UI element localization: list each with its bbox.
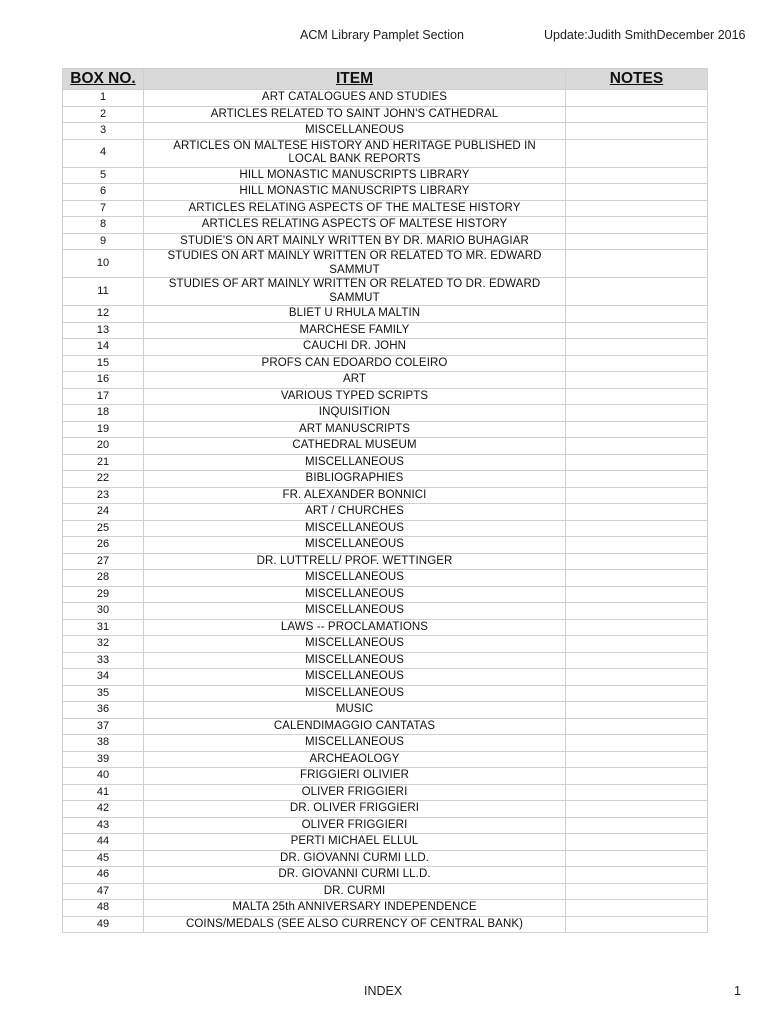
item-cell: MARCHESE FAMILY (144, 322, 566, 339)
item-cell: DR. CURMI (144, 883, 566, 900)
box-number-cell: 46 (63, 867, 144, 884)
table-row (63, 636, 708, 653)
table-row (63, 200, 708, 217)
item-cell: PERTI MICHAEL ELLUL (144, 834, 566, 851)
box-number-cell: 33 (63, 652, 144, 669)
notes-cell (566, 751, 708, 768)
box-number-cell: 26 (63, 537, 144, 554)
notes-cell (566, 669, 708, 686)
table-row (63, 751, 708, 768)
item-cell: MISCELLANEOUS (144, 685, 566, 702)
column-header-notes: NOTES (566, 69, 708, 90)
table-row (63, 702, 708, 719)
column-header-box-no: BOX NO. (63, 69, 144, 90)
item-cell: BLIET U RHULA MALTIN (144, 306, 566, 323)
notes-cell (566, 718, 708, 735)
item-cell: ARTICLES RELATED TO SAINT JOHN'S CATHEDRAL (144, 106, 566, 123)
table-row (63, 421, 708, 438)
item-cell: ART CATALOGUES AND STUDIES (144, 90, 566, 107)
table-row (63, 603, 708, 620)
box-number-cell: 12 (63, 306, 144, 323)
notes-cell (566, 167, 708, 184)
box-number-cell: 8 (63, 217, 144, 234)
notes-cell (566, 537, 708, 554)
notes-cell (566, 916, 708, 933)
table-row (63, 250, 708, 278)
table-row (63, 619, 708, 636)
item-cell: HILL MONASTIC MANUSCRIPTS LIBRARY (144, 167, 566, 184)
item-cell: STUDIES ON ART MAINLY WRITTEN OR RELATED TO MR. EDWARD SAMMUT (144, 250, 566, 278)
notes-cell (566, 553, 708, 570)
table-row (63, 339, 708, 356)
item-cell: HILL MONASTIC MANUSCRIPTS LIBRARY (144, 184, 566, 201)
box-number-cell: 44 (63, 834, 144, 851)
table-row (63, 90, 708, 107)
item-cell: MISCELLANEOUS (144, 735, 566, 752)
box-number-cell: 19 (63, 421, 144, 438)
notes-cell (566, 123, 708, 140)
table-row (63, 123, 708, 140)
table-row (63, 106, 708, 123)
notes-cell (566, 487, 708, 504)
item-cell: CATHEDRAL MUSEUM (144, 438, 566, 455)
notes-cell (566, 454, 708, 471)
item-cell: OLIVER FRIGGIERI (144, 784, 566, 801)
item-cell: BIBLIOGRAPHIES (144, 471, 566, 488)
box-number-cell: 18 (63, 405, 144, 422)
notes-cell (566, 200, 708, 217)
table-row (63, 817, 708, 834)
notes-cell (566, 139, 708, 167)
table-row (63, 537, 708, 554)
box-number-cell: 39 (63, 751, 144, 768)
table-row (63, 217, 708, 234)
table-row (63, 184, 708, 201)
table-row (63, 438, 708, 455)
box-number-cell: 37 (63, 718, 144, 735)
item-cell: FR. ALEXANDER BONNICI (144, 487, 566, 504)
table-row (63, 834, 708, 851)
box-number-cell: 21 (63, 454, 144, 471)
table-row (63, 372, 708, 389)
notes-cell (566, 90, 708, 107)
box-number-cell: 13 (63, 322, 144, 339)
box-number-cell: 49 (63, 916, 144, 933)
table-row (63, 652, 708, 669)
table-row (63, 278, 708, 306)
notes-cell (566, 603, 708, 620)
item-cell: MISCELLANEOUS (144, 603, 566, 620)
box-number-cell: 23 (63, 487, 144, 504)
table-row (63, 735, 708, 752)
notes-cell (566, 801, 708, 818)
item-cell: VARIOUS TYPED SCRIPTS (144, 388, 566, 405)
table-row (63, 883, 708, 900)
notes-cell (566, 834, 708, 851)
notes-cell (566, 850, 708, 867)
table-header-row (63, 69, 708, 90)
notes-cell (566, 784, 708, 801)
notes-cell (566, 685, 708, 702)
box-number-cell: 41 (63, 784, 144, 801)
notes-cell (566, 217, 708, 234)
notes-cell (566, 504, 708, 521)
box-number-cell: 35 (63, 685, 144, 702)
item-cell: ART MANUSCRIPTS (144, 421, 566, 438)
item-cell: CALENDIMAGGIO CANTATAS (144, 718, 566, 735)
box-number-cell: 16 (63, 372, 144, 389)
item-cell: ARTICLES ON MALTESE HISTORY AND HERITAGE PUBLISHED IN LOCAL BANK REPORTS (144, 139, 566, 167)
table-row (63, 167, 708, 184)
item-cell: MISCELLANEOUS (144, 669, 566, 686)
table-row (63, 900, 708, 917)
notes-cell (566, 106, 708, 123)
item-cell: DR. LUTTRELL/ PROF. WETTINGER (144, 553, 566, 570)
item-cell: PROFS CAN EDOARDO COLEIRO (144, 355, 566, 372)
box-number-cell: 11 (63, 278, 144, 306)
table-row (63, 405, 708, 422)
box-number-cell: 20 (63, 438, 144, 455)
item-cell: FRIGGIERI OLIVIER (144, 768, 566, 785)
table-body (63, 90, 708, 933)
box-number-cell: 40 (63, 768, 144, 785)
notes-cell (566, 735, 708, 752)
item-cell: OLIVER FRIGGIERI (144, 817, 566, 834)
box-number-cell: 48 (63, 900, 144, 917)
page-number: 1 (734, 984, 741, 998)
box-number-cell: 1 (63, 90, 144, 107)
table-row (63, 916, 708, 933)
header-update-note: Update:Judith SmithDecember 2016 (544, 28, 746, 42)
table-row (63, 718, 708, 735)
notes-cell (566, 405, 708, 422)
item-cell: MISCELLANEOUS (144, 570, 566, 587)
table-row (63, 306, 708, 323)
notes-cell (566, 250, 708, 278)
item-cell: MISCELLANEOUS (144, 586, 566, 603)
footer-index-label: INDEX (364, 984, 403, 998)
table-row (63, 685, 708, 702)
item-cell: MUSIC (144, 702, 566, 719)
notes-cell (566, 586, 708, 603)
item-cell: MISCELLANEOUS (144, 537, 566, 554)
table-row (63, 553, 708, 570)
item-cell: DR. OLIVER FRIGGIERI (144, 801, 566, 818)
table-row (63, 520, 708, 537)
notes-cell (566, 702, 708, 719)
table-row (63, 784, 708, 801)
item-cell: MALTA 25th ANNIVERSARY INDEPENDENCE (144, 900, 566, 917)
notes-cell (566, 867, 708, 884)
box-number-cell: 5 (63, 167, 144, 184)
notes-cell (566, 471, 708, 488)
item-cell: STUDIE'S ON ART MAINLY WRITTEN BY DR. MARIO BUHAGIAR (144, 233, 566, 250)
index-table (62, 68, 708, 933)
box-number-cell: 29 (63, 586, 144, 603)
box-number-cell: 14 (63, 339, 144, 356)
box-number-cell: 36 (63, 702, 144, 719)
table-row (63, 768, 708, 785)
table-row (63, 586, 708, 603)
box-number-cell: 32 (63, 636, 144, 653)
notes-cell (566, 652, 708, 669)
table-row (63, 139, 708, 167)
item-cell: MISCELLANEOUS (144, 454, 566, 471)
box-number-cell: 45 (63, 850, 144, 867)
table-row (63, 570, 708, 587)
notes-cell (566, 438, 708, 455)
box-number-cell: 31 (63, 619, 144, 636)
header-section-title: ACM Library Pamplet Section (300, 28, 464, 42)
notes-cell (566, 768, 708, 785)
item-cell: COINS/MEDALS (SEE ALSO CURRENCY OF CENTRAL BANK) (144, 916, 566, 933)
box-number-cell: 4 (63, 139, 144, 167)
table-row (63, 454, 708, 471)
box-number-cell: 9 (63, 233, 144, 250)
box-number-cell: 10 (63, 250, 144, 278)
item-cell: ART / CHURCHES (144, 504, 566, 521)
notes-cell (566, 900, 708, 917)
box-number-cell: 47 (63, 883, 144, 900)
table-row (63, 487, 708, 504)
table-row (63, 233, 708, 250)
table-row (63, 867, 708, 884)
box-number-cell: 34 (63, 669, 144, 686)
table-row (63, 504, 708, 521)
box-number-cell: 7 (63, 200, 144, 217)
column-header-item: ITEM (144, 69, 566, 90)
item-cell: STUDIES OF ART MAINLY WRITTEN OR RELATED TO DR. EDWARD SAMMUT (144, 278, 566, 306)
notes-cell (566, 184, 708, 201)
item-cell: MISCELLANEOUS (144, 123, 566, 140)
notes-cell (566, 619, 708, 636)
notes-cell (566, 388, 708, 405)
box-number-cell: 17 (63, 388, 144, 405)
item-cell: CAUCHI DR. JOHN (144, 339, 566, 356)
item-cell: INQUISITION (144, 405, 566, 422)
box-number-cell: 3 (63, 123, 144, 140)
box-number-cell: 15 (63, 355, 144, 372)
item-cell: ARTICLES RELATING ASPECTS OF THE MALTESE HISTORY (144, 200, 566, 217)
table-row (63, 388, 708, 405)
item-cell: MISCELLANEOUS (144, 636, 566, 653)
item-cell: LAWS -- PROCLAMATIONS (144, 619, 566, 636)
notes-cell (566, 817, 708, 834)
notes-cell (566, 233, 708, 250)
box-number-cell: 2 (63, 106, 144, 123)
notes-cell (566, 339, 708, 356)
item-cell: DR. GIOVANNI CURMI LL.D. (144, 867, 566, 884)
item-cell: ARTICLES RELATING ASPECTS OF MALTESE HISTORY (144, 217, 566, 234)
box-number-cell: 25 (63, 520, 144, 537)
table-row (63, 669, 708, 686)
box-number-cell: 38 (63, 735, 144, 752)
table-row (63, 355, 708, 372)
notes-cell (566, 355, 708, 372)
notes-cell (566, 306, 708, 323)
table-row (63, 322, 708, 339)
box-number-cell: 22 (63, 471, 144, 488)
notes-cell (566, 421, 708, 438)
box-number-cell: 43 (63, 817, 144, 834)
box-number-cell: 42 (63, 801, 144, 818)
box-number-cell: 27 (63, 553, 144, 570)
item-cell: DR. GIOVANNI CURMI LLD. (144, 850, 566, 867)
table-row (63, 471, 708, 488)
table-row (63, 850, 708, 867)
box-number-cell: 28 (63, 570, 144, 587)
table-row (63, 801, 708, 818)
notes-cell (566, 570, 708, 587)
item-cell: ART (144, 372, 566, 389)
box-number-cell: 6 (63, 184, 144, 201)
item-cell: MISCELLANEOUS (144, 520, 566, 537)
notes-cell (566, 372, 708, 389)
notes-cell (566, 278, 708, 306)
item-cell: ARCHEAOLOGY (144, 751, 566, 768)
notes-cell (566, 322, 708, 339)
notes-cell (566, 636, 708, 653)
box-number-cell: 30 (63, 603, 144, 620)
notes-cell (566, 520, 708, 537)
box-number-cell: 24 (63, 504, 144, 521)
item-cell: MISCELLANEOUS (144, 652, 566, 669)
notes-cell (566, 883, 708, 900)
